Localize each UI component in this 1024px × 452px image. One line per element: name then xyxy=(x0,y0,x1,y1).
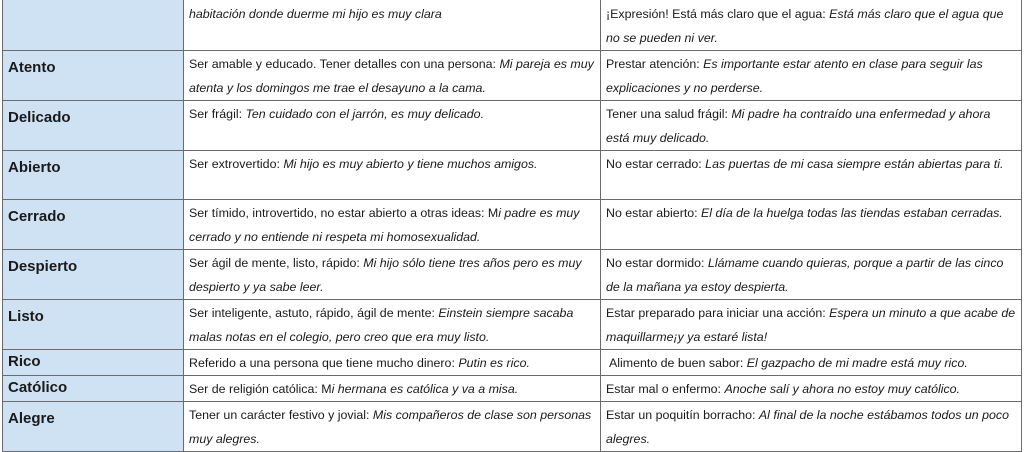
definition-text: No estar abierto: xyxy=(606,206,702,220)
definition-text: Referido a una persona que tiene mucho dinero: xyxy=(189,356,459,370)
example-text: Mis compañeros de clase son personas muy alegres. xyxy=(189,408,592,446)
meaning1-cell xyxy=(184,350,601,376)
meaning2-cell xyxy=(601,300,1022,350)
word-cell: Rico xyxy=(3,350,184,376)
definition-text: Ser ágil de mente, listo, rápido: xyxy=(189,256,364,270)
meaning2-cell xyxy=(601,51,1022,101)
definition-text: Ser frágil: xyxy=(189,107,246,121)
word-cell: Atento xyxy=(3,51,184,101)
example-text: Las puertas de mi casa siempre están abiertas para ti. xyxy=(705,157,1004,171)
word-cell: Listo xyxy=(3,300,184,350)
meaning1-cell xyxy=(184,200,601,250)
definition-text: No estar cerrado: xyxy=(606,157,706,171)
definition-text: Ser extrovertido: xyxy=(189,157,284,171)
table-row xyxy=(3,151,1022,200)
example-text: Es importante estar atento en clase para seguir las explicaciones y no perderse. xyxy=(606,57,983,95)
definition-text: ¡Expresión! Está más claro que el agua: xyxy=(606,7,830,21)
vocabulary-table xyxy=(2,0,1022,452)
meaning1-cell xyxy=(184,250,601,300)
word-cell: Abierto xyxy=(3,151,184,200)
definition-text: Estar mal o enfermo: xyxy=(606,382,725,396)
example-text: El día de la huelga todas las tiendas estaban cerradas. xyxy=(701,206,1003,220)
table-row xyxy=(3,250,1022,300)
vocabulary-table-container xyxy=(2,0,1022,452)
example-text: i padre es muy cerrado y no entiende ni respeta mi homosexualidad. xyxy=(189,206,580,244)
definition-text: Alimento de buen sabor: xyxy=(609,356,747,370)
meaning2-cell xyxy=(601,376,1022,402)
table-row xyxy=(3,402,1022,452)
table-row xyxy=(3,350,1022,376)
table-row xyxy=(3,0,1022,51)
meaning2-cell xyxy=(601,101,1022,151)
word-cell: Delicado xyxy=(3,101,184,151)
example-text: Mi hijo sólo tiene tres años pero es muy despierto y ya sabe leer. xyxy=(189,256,582,294)
definition-text: Ser inteligente, astuto, rápido, ágil de mente: xyxy=(189,306,439,320)
definition-text: Tener una salud frágil: xyxy=(606,107,732,121)
definition-text: No estar dormido: xyxy=(606,256,708,270)
example-text: El gazpacho de mi madre está muy rico. xyxy=(746,356,968,370)
meaning2-cell xyxy=(601,151,1022,200)
example-text: Mi padre ha contraído una enfermedad y ahora está muy delicado. xyxy=(606,107,991,145)
example-text: Einstein siempre sacaba malas notas en el colegio, pero creo que era muy listo. xyxy=(189,306,574,344)
example-text: Está más claro que el agua que no se pueden ni ver. xyxy=(606,7,1004,45)
meaning1-cell xyxy=(184,51,601,101)
word-cell xyxy=(3,0,184,51)
example-text: habitación donde duerme mi hijo es muy clara xyxy=(189,7,442,21)
meaning1-cell xyxy=(184,151,601,200)
definition-text: Estar un poquitín borracho: xyxy=(606,408,759,422)
definition-text: Ser tímido, introvertido, no estar abierto a otras ideas: M xyxy=(189,206,499,220)
table-row xyxy=(3,101,1022,151)
meaning1-cell xyxy=(184,376,601,402)
definition-text: Ser amable y educado. Tener detalles con una persona: xyxy=(189,57,500,71)
table-row xyxy=(3,376,1022,402)
word-cell: Cerrado xyxy=(3,200,184,250)
example-text: Al final de la noche estábamos todos un poco alegres. xyxy=(606,408,1009,446)
example-text: Anoche salí y ahora no estoy muy católico. xyxy=(724,382,961,396)
example-text: Llámame cuando quieras, porque a partir de las cinco de la mañana ya estoy despierta. xyxy=(606,256,1004,294)
meaning2-cell xyxy=(601,200,1022,250)
word-cell: Alegre xyxy=(3,402,184,452)
example-text: Mi pareja es muy atenta y los domingos me trae el desayuno a la cama. xyxy=(189,57,594,95)
meaning1-cell xyxy=(184,101,601,151)
meaning2-cell xyxy=(601,402,1022,452)
definition-text: Tener un carácter festivo y jovial: xyxy=(189,408,373,422)
table-row xyxy=(3,300,1022,350)
example-text: Mi hijo es muy abierto y tiene muchos amigos. xyxy=(283,157,538,171)
meaning1-cell xyxy=(184,0,601,51)
table-row xyxy=(3,200,1022,250)
example-text: Espera un minuto a que acabe de maquillarme¡y ya estaré lista! xyxy=(606,306,1016,344)
meaning1-cell xyxy=(184,300,601,350)
example-text: Ten cuidado con el jarrón, es muy delicado. xyxy=(245,107,485,121)
meaning2-cell xyxy=(601,250,1022,300)
definition-text: Ser de religión católica: M xyxy=(189,382,332,396)
definition-text: Prestar atención: xyxy=(606,57,704,71)
meaning1-cell xyxy=(184,402,601,452)
word-cell: Católico xyxy=(3,376,184,402)
example-text: Putin es rico. xyxy=(458,356,530,370)
example-text: i hermana es católica y va a misa. xyxy=(331,382,519,396)
meaning2-cell xyxy=(601,0,1022,51)
table-row xyxy=(3,51,1022,101)
meaning2-cell xyxy=(601,350,1022,376)
word-cell: Despierto xyxy=(3,250,184,300)
definition-text: Estar preparado para iniciar una acción: xyxy=(606,306,830,320)
